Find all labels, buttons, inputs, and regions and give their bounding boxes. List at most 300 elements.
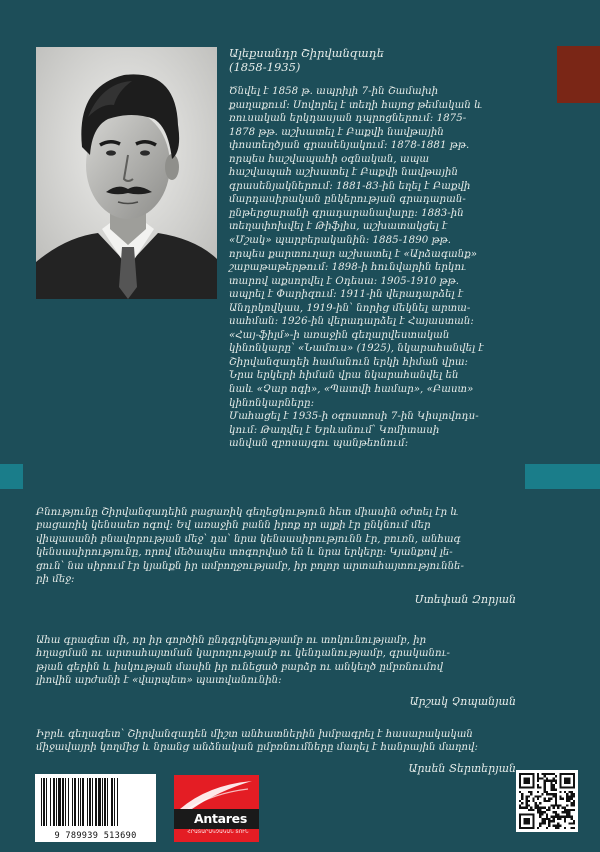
qr-module [546, 800, 548, 802]
qr-module [557, 822, 559, 824]
qr-module [553, 804, 555, 806]
qr-module [553, 807, 555, 809]
qr-module [526, 807, 528, 809]
qr-module [544, 773, 546, 775]
qr-module [526, 800, 528, 802]
bio-line: որպես հաշվապահի օգնական, ապա [229, 153, 430, 165]
qr-module [546, 773, 548, 775]
review-text [36, 506, 564, 586]
qr-module [553, 789, 555, 791]
bio-line: անվան զբոսայգու պանթեոնում: [229, 438, 409, 450]
qr-module [526, 802, 528, 804]
qr-module [559, 825, 561, 827]
qr-module [564, 811, 566, 813]
qr-module [568, 800, 570, 802]
teal-band-right [525, 464, 600, 489]
bio-line: «Հայ-ֆիլմ»-ի առաջին գեղարվեստական [229, 329, 450, 341]
qr-finder [523, 777, 530, 784]
qr-module [528, 795, 530, 797]
barcode-bar [56, 778, 57, 826]
barcode-number: 9 789939 513690 [54, 831, 137, 841]
qr-module [537, 773, 539, 775]
qr-module [571, 827, 573, 829]
qr-module [553, 795, 555, 797]
qr-module [550, 773, 552, 775]
qr-module [532, 809, 534, 811]
qr-module [562, 798, 564, 800]
qr-module [564, 809, 566, 811]
barcode-bar [58, 778, 61, 826]
qr-module [550, 780, 552, 782]
review-text [36, 728, 564, 755]
qr-module [573, 827, 575, 829]
bio-line: 1878 թթ. աշխատել է Բաքվի նավթային [229, 126, 444, 138]
qr-module [519, 791, 521, 793]
review-line: Բնությունը Շիրվանզադեին բացառիկ գեղեցկություն հետ միասին օժտել էր և [36, 507, 459, 518]
bio-line: նաև «Չար ոգի», «Պատվի համար», «Բաստ» [229, 384, 474, 396]
qr-module [553, 811, 555, 813]
barcode-bar [41, 778, 42, 826]
qr-module [557, 807, 559, 809]
qr-module [544, 789, 546, 791]
qr-module [546, 793, 548, 795]
bio-line: փոստեղծյան գրասենյակում: 1878-1881 թթ. [229, 140, 470, 152]
barcode-bar [80, 778, 81, 826]
qr-module [557, 804, 559, 806]
logo-wordmark: Antares [194, 811, 247, 826]
qr-module [537, 775, 539, 777]
qr-module [559, 804, 561, 806]
qr-module [573, 793, 575, 795]
qr-module [548, 807, 550, 809]
qr-module [532, 800, 534, 802]
qr-module [571, 802, 573, 804]
qr-module [528, 800, 530, 802]
barcode-bar [50, 778, 51, 826]
qr-module [553, 793, 555, 795]
bio-line: Անդրկովկաս, 1919-ին՝ նորից մեկնել արտա- [229, 302, 471, 314]
teal-band-left [0, 464, 23, 489]
qr-module [559, 791, 561, 793]
qr-module [537, 798, 539, 800]
qr-module [539, 822, 541, 824]
qr-module [573, 804, 575, 806]
author-years: (1858-1935) [229, 60, 301, 74]
qr-module [568, 798, 570, 800]
qr-module [573, 809, 575, 811]
barcode-bar [46, 778, 47, 826]
qr-module [541, 813, 543, 815]
qr-module [557, 813, 559, 815]
qr-module [564, 818, 566, 820]
barcode-bar [98, 778, 101, 826]
bio-line: որպես քարտուղար աշխատել է «Արձագանք» [229, 248, 478, 260]
qr-module [566, 816, 568, 818]
qr-module [568, 809, 570, 811]
qr-module [562, 811, 564, 813]
review-line: վիպասանի բնավորության մեջ՝ դա՝ նրա կենսասիրությունն էր, բուռն, անհագ [36, 533, 461, 545]
barcode-bars [35, 774, 156, 830]
barcode-bar [68, 778, 69, 826]
qr-module [535, 807, 537, 809]
barcode-bar [43, 778, 45, 826]
qr-module [528, 809, 530, 811]
qr-module [571, 816, 573, 818]
qr-module [532, 798, 534, 800]
qr-module [541, 818, 543, 820]
qr-module [559, 818, 561, 820]
barcode-bar [78, 778, 79, 826]
qr-module [553, 786, 555, 788]
qr-module [573, 795, 575, 797]
qr-module [537, 811, 539, 813]
qr-module [568, 791, 570, 793]
qr-module [564, 816, 566, 818]
barcode-bar [107, 778, 108, 826]
qr-module [544, 800, 546, 802]
review-line: միջավայրի կողմից և նրանց անձնական ըմբռնումները մաղել է հանրային մաղով: [36, 742, 478, 754]
qr-module [548, 773, 550, 775]
qr-module [528, 804, 530, 806]
qr-module [546, 816, 548, 818]
qr-module [555, 813, 557, 815]
qr-module [566, 813, 568, 815]
qr-module [555, 798, 557, 800]
barcode-bar [89, 778, 91, 826]
qr-module [541, 822, 543, 824]
qr-module [539, 786, 541, 788]
qr-module [553, 820, 555, 822]
qr-module [530, 809, 532, 811]
qr-module [566, 800, 568, 802]
qr-module [519, 804, 521, 806]
qr-module [539, 816, 541, 818]
qr-module [562, 816, 564, 818]
barcode-bar [87, 778, 88, 826]
qr-module [546, 791, 548, 793]
qr-module [537, 827, 539, 829]
qr-module [559, 816, 561, 818]
qr-module [550, 793, 552, 795]
red-accent-tab [557, 46, 600, 103]
qr-module [553, 777, 555, 779]
qr-module [544, 780, 546, 782]
qr-module [550, 798, 552, 800]
qr-finder [564, 777, 571, 784]
qr-module [521, 807, 523, 809]
qr-module [555, 789, 557, 791]
qr-module [557, 825, 559, 827]
review-line: Ահա գրագետ մի, որ իր գործին ընդգրկելությամբ ու տոկունությամբ, իր [36, 635, 427, 646]
bio-line: շաբաթաթերթում: 1898-ի հունվարին երկու [229, 262, 466, 274]
qr-module [544, 786, 546, 788]
review-line: լիովին արժանի է «վարպետ» պատվանունին: [36, 675, 282, 687]
bio-line: տարով աքսորվել է Օդեսա: 1905-1910 թթ. [229, 275, 460, 287]
qr-module [539, 813, 541, 815]
qr-module [544, 798, 546, 800]
qr-module [550, 820, 552, 822]
qr-module [568, 795, 570, 797]
qr-module [550, 782, 552, 784]
qr-module [573, 802, 575, 804]
qr-module [548, 809, 550, 811]
qr-module [564, 807, 566, 809]
review-zoryan [36, 506, 564, 606]
qr-module [539, 809, 541, 811]
qr-module [544, 818, 546, 820]
barcode-bar [111, 778, 113, 826]
barcode-bar [114, 778, 115, 826]
qr-module [568, 811, 570, 813]
qr-module [568, 813, 570, 815]
review-terteryan [36, 728, 564, 775]
qr-module [550, 786, 552, 788]
review-author: Արշակ Չոպանյան [409, 694, 516, 708]
barcode-bar [72, 778, 73, 826]
bio-line: «Մշակ» պարբերականին: 1885-1890 թթ. [229, 235, 452, 247]
qr-module [521, 793, 523, 795]
qr-module [559, 795, 561, 797]
qr-pattern [519, 773, 575, 829]
bio-line: Մահացել է 1935-ի օգոստոսի 7-ին Կիսլովոդս- [229, 411, 479, 423]
qr-module [571, 793, 573, 795]
review-line: հղացման ու արտահայտման կարողությամբ ու կենդանությամբ, գրականու- [36, 648, 450, 660]
qr-module [546, 813, 548, 815]
review-line: թյան գերին և իսկության մասին իր ունեցած բարձր ու անկեղծ ըմբռնումով [36, 661, 444, 673]
qr-module [553, 825, 555, 827]
bio-line: ընթերցարանի գրադարանավարը: 1883-ին [229, 207, 464, 219]
barcode-bar [74, 778, 76, 826]
author-portrait [36, 47, 217, 299]
bio-line: Ծնվել է 1858 թ. ապրիլի 7-ին Շամախի [229, 86, 439, 97]
qr-module [553, 816, 555, 818]
qr-module [566, 804, 568, 806]
qr-module [544, 791, 546, 793]
qr-module [557, 827, 559, 829]
qr-module [523, 807, 525, 809]
isbn-barcode [35, 774, 156, 842]
barcode-bar [104, 778, 106, 826]
bio-line: կում: Թաղվել է Երևանում՝ Կոմիտասի [229, 424, 440, 436]
qr-module [541, 777, 543, 779]
logo-subtitle: ՀՐԱՏԱՐԱԿՉԱԿԱՆ ՏՈՒՆ [187, 830, 249, 835]
publisher-logo [174, 775, 259, 842]
qr-module [566, 809, 568, 811]
qr-module [555, 793, 557, 795]
qr-module [548, 798, 550, 800]
qr-module [519, 800, 521, 802]
bio-line: Նրա երկերի հիման վրա նկարահանվել են [229, 370, 459, 382]
author-name: Ալեքսանդր Շիրվանզադե [229, 46, 384, 60]
review-author: Արսեն Տերտերյան [408, 761, 516, 775]
bio-line: կինոնկարը՝ «Նամուս» (1925), նկարահանվել է [229, 343, 484, 355]
barcode-bar [82, 778, 84, 826]
qr-module [548, 793, 550, 795]
qr-module [544, 784, 546, 786]
qr-module [530, 793, 532, 795]
review-line: Իբրև գեղագետ՝ Շիրվանզադեն միշտ անհատներին խմբագրել է հասարակական [36, 729, 473, 740]
review-chopanyan [36, 634, 564, 708]
qr-module [566, 793, 568, 795]
qr-module [528, 791, 530, 793]
qr-module [555, 827, 557, 829]
author-bio [229, 46, 519, 451]
qr-module [537, 784, 539, 786]
qr-module [550, 816, 552, 818]
qr-module [539, 802, 541, 804]
qr-module [548, 818, 550, 820]
qr-module [537, 786, 539, 788]
qr-module [555, 804, 557, 806]
qr-module [571, 804, 573, 806]
qr-module [555, 775, 557, 777]
qr-module [546, 827, 548, 829]
qr-module [544, 820, 546, 822]
qr-module [521, 798, 523, 800]
barcode-bar [102, 778, 103, 826]
qr-module [544, 807, 546, 809]
qr-module [530, 807, 532, 809]
qr-module [548, 800, 550, 802]
qr-module [535, 804, 537, 806]
qr-module [544, 811, 546, 813]
qr-module [546, 818, 548, 820]
qr-module [564, 791, 566, 793]
bio-text [229, 85, 519, 451]
qr-module [571, 822, 573, 824]
review-author: Ստեփան Զորյան [414, 593, 516, 607]
review-line: րի մեջ: [36, 574, 75, 586]
qr-module [573, 820, 575, 822]
qr-module [539, 777, 541, 779]
qr-module [541, 807, 543, 809]
qr-module [568, 816, 570, 818]
qr-module [539, 811, 541, 813]
qr-module [550, 789, 552, 791]
qr-module [555, 800, 557, 802]
review-text [36, 634, 564, 688]
qr-module [564, 827, 566, 829]
barcode-bar [117, 778, 118, 826]
barcode-bar [95, 778, 97, 826]
qr-module [571, 818, 573, 820]
qr-module [557, 816, 559, 818]
qr-module [566, 811, 568, 813]
qr-finder [523, 818, 530, 825]
qr-module [521, 795, 523, 797]
qr-module [535, 795, 537, 797]
qr-module [566, 795, 568, 797]
qr-module [550, 804, 552, 806]
qr-module [541, 811, 543, 813]
qr-module [537, 791, 539, 793]
bio-line: սահման: 1926-ին վերադարձել է Հայաստան: [229, 316, 474, 328]
qr-module [550, 784, 552, 786]
qr-module [537, 780, 539, 782]
review-line: ցուն՝ նա սիրում էր կյանքն իր ամբողջությամբ, իր բոլոր արտահայտություննե- [36, 560, 464, 572]
qr-module [548, 780, 550, 782]
qr-module [544, 775, 546, 777]
qr-module [553, 784, 555, 786]
bio-line: մարդասիրական ընկերության գրադարան- [229, 194, 466, 206]
qr-module [544, 822, 546, 824]
qr-module [535, 802, 537, 804]
qr-module [571, 795, 573, 797]
qr-code [516, 770, 578, 832]
qr-module [541, 773, 543, 775]
bio-line: քաղաքում: Սովորել է տեղի հայոց թեմական և [229, 99, 483, 111]
qr-module [539, 807, 541, 809]
barcode-bar [53, 778, 55, 826]
qr-module [573, 822, 575, 824]
qr-module [559, 798, 561, 800]
qr-module [548, 820, 550, 822]
bio-line: ռուսական երկդասյան դպրոցներում: 1875- [229, 113, 467, 125]
qr-module [537, 809, 539, 811]
qr-module [548, 825, 550, 827]
qr-module [557, 818, 559, 820]
qr-module [555, 782, 557, 784]
qr-module [526, 795, 528, 797]
qr-module [546, 777, 548, 779]
qr-module [553, 773, 555, 775]
qr-module [526, 804, 528, 806]
qr-module [566, 798, 568, 800]
qr-module [553, 780, 555, 782]
barcode-bar [62, 778, 64, 826]
qr-module [548, 822, 550, 824]
qr-module [539, 795, 541, 797]
bio-line: ապրել է Փարիզում: 1911-ին վերադարձել է [229, 289, 464, 301]
qr-module [564, 820, 566, 822]
bio-line: Շիրվանզադեի համանուն երկի հիման վրա: [229, 356, 469, 368]
qr-module [544, 782, 546, 784]
qr-module [530, 791, 532, 793]
qr-module [539, 825, 541, 827]
qr-module [571, 809, 573, 811]
qr-module [519, 807, 521, 809]
bio-line: հաշվապահ աշխատել է Բաքվի նավթային [229, 167, 459, 179]
qr-module [546, 780, 548, 782]
qr-module [521, 802, 523, 804]
qr-module [537, 804, 539, 806]
review-line: կենսասիրությունը, որով մեծապես տոգորված են և նրա երկերը: Կյանքով լե- [36, 547, 453, 559]
qr-module [573, 800, 575, 802]
qr-module [526, 798, 528, 800]
bio-line: կինոնկարները: [229, 397, 315, 409]
qr-module [537, 777, 539, 779]
qr-module [555, 811, 557, 813]
qr-module [568, 822, 570, 824]
bio-line: գրասենյակներում: 1881-83-ին եղել է Բաքվի [229, 180, 471, 192]
qr-module [546, 809, 548, 811]
qr-module [541, 793, 543, 795]
qr-module [571, 798, 573, 800]
bio-line: տեղափոխվել է Թիֆլիս, աշխատակցել է [229, 221, 448, 233]
qr-module [553, 818, 555, 820]
qr-module [562, 807, 564, 809]
barcode-bar [92, 778, 93, 826]
qr-module [571, 791, 573, 793]
swoosh-icon [178, 779, 256, 811]
review-line: բացառիկ կենսաեռ ոգով: Եվ առաջին բանն իրոք որ ալքի էր ընկնում մեր [36, 520, 431, 532]
qr-module [555, 780, 557, 782]
qr-module [541, 820, 543, 822]
qr-module [555, 825, 557, 827]
qr-module [555, 802, 557, 804]
qr-module [537, 795, 539, 797]
qr-module [555, 795, 557, 797]
